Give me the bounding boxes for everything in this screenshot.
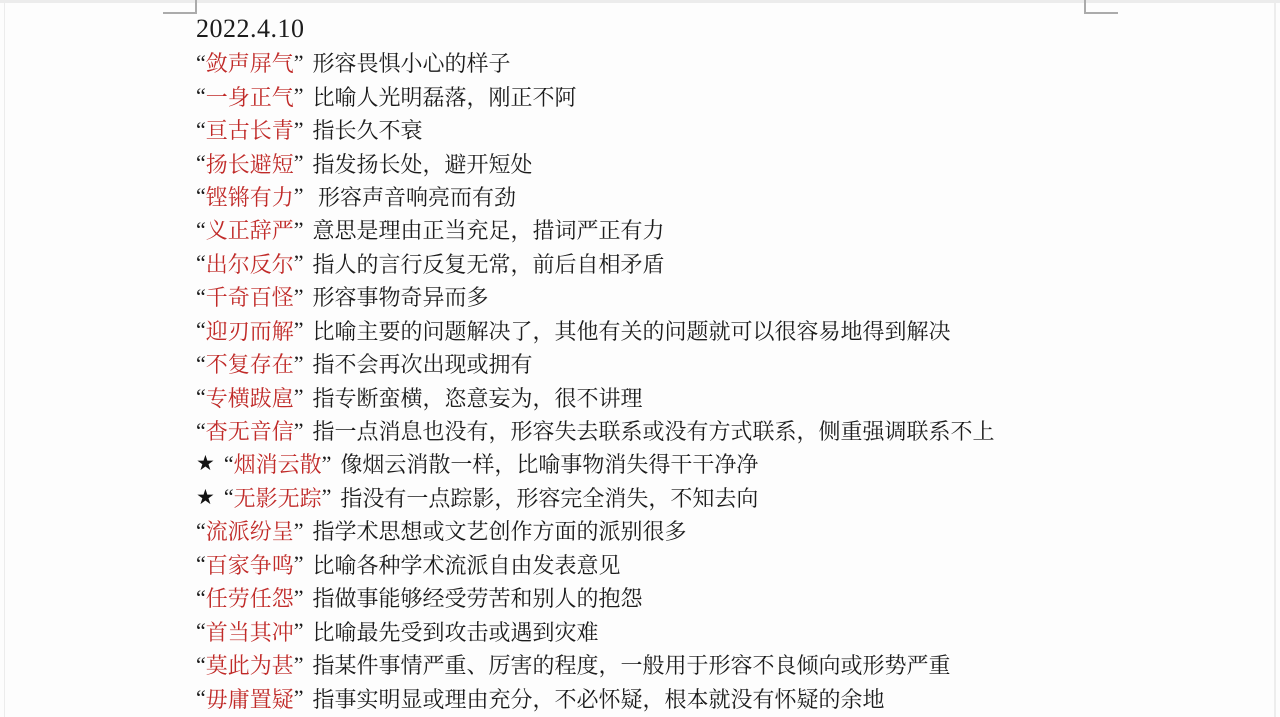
open-quote-mark: “	[196, 250, 206, 276]
definition-text: 指一点消息也没有，形容失去联系或没有方式联系，侧重强调联系不上	[312, 419, 995, 445]
close-quote-mark: ”	[293, 384, 304, 410]
open-quote-mark: “	[196, 150, 206, 176]
page-right-edge	[1274, 3, 1276, 717]
idiom-entry	[196, 180, 1256, 213]
idiom-text: 烟消云散	[233, 452, 322, 478]
open-quote-mark: “	[196, 551, 206, 577]
close-quote-mark: ”	[321, 450, 332, 476]
open-quote-mark: “	[223, 450, 234, 476]
idiom-text: 亘古长青	[205, 118, 294, 144]
open-quote-mark: “	[196, 417, 206, 443]
idiom-entry	[196, 481, 1256, 514]
star-icon: ★	[196, 484, 215, 509]
idiom-entry	[196, 213, 1256, 246]
open-quote-mark: “	[196, 317, 206, 343]
page-left-edge	[4, 3, 5, 717]
star-icon: ★	[196, 451, 215, 476]
idiom-entry	[196, 146, 1256, 179]
idiom-text: 首当其冲	[205, 619, 294, 645]
idiom-entry	[196, 380, 1256, 413]
definition-text: 形容事物奇异而多	[312, 285, 489, 311]
open-quote-mark: “	[196, 584, 206, 610]
idiom-text: 铿锵有力	[205, 184, 294, 210]
date-heading: 2022.4.10	[196, 14, 305, 43]
definition-text: 比喻人光明磊落，刚正不阿	[312, 84, 577, 110]
definition-text: 指专断蛮横，恣意妄为，很不讲理	[312, 385, 643, 411]
idiom-text: 不复存在	[205, 352, 294, 378]
definition-text: 形容声音响亮而有劲	[312, 184, 517, 210]
idiom-entry	[196, 447, 1256, 480]
open-quote-mark: “	[196, 183, 206, 209]
close-quote-mark: ”	[293, 250, 304, 276]
idiom-text: 千奇百怪	[205, 285, 294, 311]
close-quote-mark: ”	[293, 417, 304, 443]
idiom-entry	[196, 347, 1256, 380]
idiom-text: 出尔反尔	[205, 251, 294, 277]
close-quote-mark: ”	[293, 517, 304, 543]
definition-text: 意思是理由正当充足，措词严正有力	[312, 218, 665, 244]
idiom-list	[196, 46, 1256, 715]
text-boundary-mark-right	[1084, 0, 1118, 14]
definition-text: 指长久不衰	[312, 118, 423, 144]
open-quote-mark: “	[223, 484, 234, 510]
close-quote-mark: ”	[293, 116, 304, 142]
close-quote-mark: ”	[293, 350, 304, 376]
idiom-entry	[196, 614, 1256, 647]
definition-text: 形容畏惧小心的样子	[312, 51, 511, 77]
idiom-entry	[196, 247, 1256, 280]
idiom-text: 一身正气	[205, 84, 294, 110]
idiom-entry	[196, 79, 1256, 112]
open-quote-mark: “	[196, 83, 206, 109]
idiom-text: 扬长避短	[205, 151, 294, 177]
close-quote-mark: ”	[293, 49, 304, 75]
close-quote-mark: ”	[293, 216, 304, 242]
definition-text: 指人的言行反复无常，前后自相矛盾	[312, 251, 665, 277]
idiom-text: 毋庸置疑	[205, 686, 294, 712]
open-quote-mark: “	[196, 350, 206, 376]
idiom-text: 百家争鸣	[205, 552, 294, 578]
definition-text: 指做事能够经受劳苦和别人的抱怨	[312, 586, 643, 612]
close-quote-mark: ”	[293, 317, 304, 343]
idiom-text: 任劳任怨	[205, 586, 294, 612]
idiom-text: 义正辞严	[205, 218, 294, 244]
close-quote-mark: ”	[293, 150, 304, 176]
open-quote-mark: “	[196, 651, 206, 677]
close-quote-mark: ”	[293, 283, 304, 309]
idiom-text: 杳无音信	[205, 419, 294, 445]
close-quote-mark: ”	[293, 183, 304, 209]
idiom-entry	[196, 514, 1256, 547]
definition-text: 指事实明显或理由充分，不必怀疑，根本就没有怀疑的余地	[312, 686, 885, 712]
close-quote-mark: ”	[293, 584, 304, 610]
idiom-entry	[196, 113, 1256, 146]
idiom-entry	[196, 414, 1256, 447]
definition-text: 指学术思想或文艺创作方面的派别很多	[312, 519, 687, 545]
idiom-entry	[196, 548, 1256, 581]
definition-text: 比喻最先受到攻击或遇到灾难	[312, 619, 599, 645]
idiom-text: 莫此为甚	[205, 653, 294, 679]
idiom-entry	[196, 314, 1256, 347]
open-quote-mark: “	[196, 618, 206, 644]
idiom-text: 专横跋扈	[205, 385, 294, 411]
definition-text: 指不会再次出现或拥有	[312, 352, 533, 378]
close-quote-mark: ”	[293, 83, 304, 109]
idiom-text: 迎刃而解	[205, 318, 294, 344]
definition-text: 比喻各种学术流派自由发表意见	[312, 552, 621, 578]
open-quote-mark: “	[196, 384, 206, 410]
idiom-entry	[196, 280, 1256, 313]
idiom-text: 敛声屏气	[205, 51, 294, 77]
definition-text: 像烟云消散一样，比喻事物消失得干干净净	[340, 452, 759, 478]
close-quote-mark: ”	[321, 484, 332, 510]
close-quote-mark: ”	[293, 618, 304, 644]
text-boundary-mark-left	[163, 0, 197, 14]
idiom-text: 无影无踪	[233, 485, 322, 511]
definition-text: 指没有一点踪影，形容完全消失，不知去向	[340, 485, 759, 511]
open-quote-mark: “	[196, 283, 206, 309]
open-quote-mark: “	[196, 517, 206, 543]
close-quote-mark: ”	[293, 551, 304, 577]
idiom-entry	[196, 46, 1256, 79]
open-quote-mark: “	[196, 216, 206, 242]
open-quote-mark: “	[196, 685, 206, 711]
open-quote-mark: “	[196, 116, 206, 142]
definition-text: 指某件事情严重、厉害的程度，一般用于形容不良倾向或形势严重	[312, 653, 951, 679]
open-quote-mark: “	[196, 49, 206, 75]
close-quote-mark: ”	[293, 685, 304, 711]
idiom-entry	[196, 681, 1256, 714]
close-quote-mark: ”	[293, 651, 304, 677]
definition-text: 指发扬长处，避开短处	[312, 151, 533, 177]
idiom-text: 流派纷呈	[205, 519, 294, 545]
idiom-entry	[196, 581, 1256, 614]
idiom-entry	[196, 648, 1256, 681]
definition-text: 比喻主要的问题解决了，其他有关的问题就可以很容易地得到解决	[312, 318, 951, 344]
